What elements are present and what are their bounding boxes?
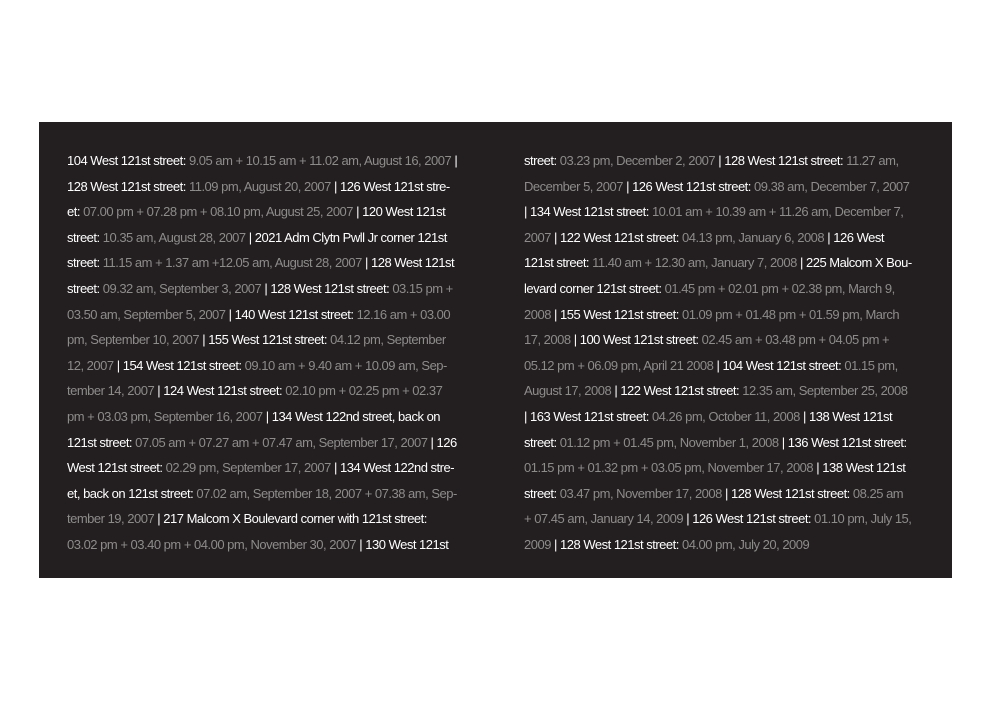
time-segment: pm, September 10, 2007	[67, 332, 200, 348]
text-line	[67, 250, 467, 276]
time-segment: 04.00 pm, July 20, 2009	[681, 536, 810, 552]
address-segment: 154 West 121st street:	[122, 357, 245, 373]
text-line	[524, 455, 924, 481]
address-segment: 138 West 121st	[808, 408, 893, 424]
address-segment: |	[622, 178, 633, 194]
time-segment: 09.32 am, September 3, 2007	[102, 280, 262, 296]
time-segment: 03.02 pm + 03.40 pm + 04.00 pm, November 30, 2007	[67, 536, 357, 552]
address-segment: |	[353, 204, 363, 220]
address-segment: 134 West 121st street:	[530, 204, 652, 220]
address-segment: |	[778, 434, 788, 450]
address-segment: |	[356, 536, 366, 552]
address-segment: 121st street:	[67, 434, 136, 450]
text-line	[67, 455, 467, 481]
text-line	[67, 353, 467, 379]
time-segment: 02.45 am + 03.48 pm + 04.05 pm +	[701, 332, 890, 348]
address-segment: West 121st street:	[67, 460, 166, 476]
time-segment: 09.38 am, December 7, 2007	[754, 178, 910, 194]
time-segment: 04.12 pm, September	[330, 332, 446, 348]
address-segment: |	[154, 383, 164, 399]
text-line	[67, 302, 467, 328]
text-line	[524, 327, 924, 353]
text-line	[524, 276, 924, 302]
address-segment: 128 West 121st	[371, 255, 455, 271]
time-segment: 2007	[524, 229, 551, 245]
time-segment: + 07.45 am, January 14, 2009	[524, 511, 684, 527]
address-segment: |	[799, 408, 809, 424]
address-segment: |	[611, 383, 621, 399]
time-segment: 02.29 pm, September 17, 2007	[165, 460, 331, 476]
address-segment: |	[330, 460, 340, 476]
time-segment: 03.23 pm, December 2, 2007	[559, 153, 716, 168]
address-segment: street:	[524, 485, 560, 501]
text-line	[67, 481, 467, 507]
address-segment: |	[550, 536, 561, 552]
address-segment: 122 West 121st street:	[620, 383, 743, 399]
address-segment: |	[451, 153, 458, 168]
address-segment: |	[330, 178, 340, 194]
address-segment: 126 West 121st stre-	[340, 178, 450, 194]
address-segment: |	[427, 434, 437, 450]
time-segment: 11.09 pm, August 20, 2007	[188, 178, 331, 194]
time-segment: 07.00 pm + 07.28 pm + 08.10 pm, August 25, 2007	[83, 204, 354, 220]
address-segment: 104 West 121st street:	[67, 153, 189, 168]
time-segment: pm + 03.03 pm, September 16, 2007	[67, 408, 263, 424]
time-segment: 10.01 am + 10.39 am + 11.26 am, December 7,	[651, 204, 904, 220]
time-segment: 08.25 am	[852, 485, 904, 501]
address-segment: 121st street:	[524, 255, 593, 271]
time-segment: 07.05 am + 07.27 am + 07.47 am, September 17, 2007	[135, 434, 428, 450]
time-segment: 03.50 am, September 5, 2007	[67, 306, 226, 322]
address-segment: |	[199, 332, 209, 348]
address-segment: 140 West 121st street:	[234, 306, 357, 322]
address-segment: 128 West 121st street:	[67, 178, 189, 194]
time-segment: 10.35 am, August 28, 2007	[102, 229, 246, 245]
address-segment: 128 West 121st street:	[724, 153, 847, 168]
time-segment: 01.09 pm + 01.48 pm + 01.59 pm, March	[681, 306, 900, 322]
address-segment: |	[524, 204, 530, 220]
text-line	[67, 506, 467, 532]
address-segment: 134 West 122nd stre-	[339, 460, 455, 476]
address-segment: |	[570, 332, 580, 348]
text-line	[524, 174, 924, 200]
address-segment: |	[550, 229, 561, 245]
address-segment: street:	[524, 153, 560, 168]
address-segment: 155 West 121st street:	[560, 306, 682, 322]
time-segment: tember 14, 2007	[67, 383, 155, 399]
text-line	[67, 148, 467, 174]
address-segment: 217 Malcom X Boulevard corner with 121st street:	[163, 511, 427, 527]
address-segment: street:	[524, 434, 560, 450]
text-line	[524, 404, 924, 430]
time-segment: 01.15 pm + 01.32 pm + 03.05 pm, November 17, 2008	[524, 460, 814, 476]
address-segment: 155 West 121st street:	[208, 332, 331, 348]
address-segment: street:	[67, 229, 103, 245]
time-segment: 01.15 pm,	[844, 357, 898, 373]
text-line	[524, 506, 924, 532]
time-segment: 04.26 pm, October 11, 2008	[651, 408, 800, 424]
text-line	[67, 430, 467, 456]
text-line	[67, 225, 467, 251]
text-line	[524, 302, 924, 328]
address-segment: 128 West 121st street:	[560, 536, 682, 552]
address-segment: |	[245, 229, 255, 245]
time-segment: 02.10 pm + 02.25 pm + 02.37	[285, 383, 443, 399]
address-segment: |	[524, 408, 530, 424]
address-segment: |	[824, 229, 834, 245]
address-segment: 163 West 121st street:	[530, 408, 652, 424]
address-segment: 100 West 121st street:	[579, 332, 702, 348]
text-line	[524, 353, 924, 379]
address-segment: |	[154, 511, 164, 527]
address-segment: 120 West 121st	[362, 204, 446, 220]
time-segment: 07.02 am, September 18, 2007 + 07.38 am, Sep-	[196, 485, 457, 501]
text-line	[524, 225, 924, 251]
text-line	[524, 532, 924, 558]
time-segment: 9.05 am + 10.15 am + 11.02 am, August 16, 2007	[188, 153, 452, 168]
address-segment: 126 West 121st street:	[692, 511, 815, 527]
time-segment: 09.10 am + 9.40 am + 10.09 am, Sep-	[244, 357, 447, 373]
text-line	[67, 174, 467, 200]
address-segment: 124 West 121st street:	[163, 383, 286, 399]
address-segment: 138 West 121st	[822, 460, 906, 476]
address-segment: |	[683, 511, 693, 527]
text-line	[524, 378, 924, 404]
left-text-column	[67, 148, 467, 558]
address-segment: 104 West 121st street:	[722, 357, 845, 373]
time-segment: 11.15 am + 1.37 am +12.05 am, August 28, 2007	[102, 255, 362, 271]
dark-text-panel	[39, 122, 952, 578]
time-segment: August 17, 2008	[524, 383, 612, 399]
address-segment: 128 West 121st street:	[730, 485, 853, 501]
time-segment: 11.27 am,	[846, 153, 899, 168]
text-line	[67, 532, 467, 558]
address-segment: |	[713, 357, 723, 373]
address-segment: street:	[67, 280, 103, 296]
time-segment: 12.16 am + 03.00	[356, 306, 451, 322]
text-line	[524, 250, 924, 276]
right-text-column	[524, 148, 924, 558]
address-segment: 130 West 121st	[365, 536, 449, 552]
time-segment: tember 19, 2007	[67, 511, 155, 527]
address-segment: |	[550, 306, 561, 322]
address-segment: 134 West 122nd street, back on	[271, 408, 441, 424]
time-segment: December 5, 2007	[524, 178, 623, 194]
address-segment: |	[225, 306, 235, 322]
address-segment: 2021 Adm Clytn Pwll Jr corner 121st	[254, 229, 447, 245]
text-line	[524, 199, 924, 225]
address-segment: |	[796, 255, 806, 271]
address-segment: 126 West	[833, 229, 884, 245]
time-segment: 03.47 pm, November 17, 2008	[559, 485, 722, 501]
time-segment: 05.12 pm + 06.09 pm, April 21 2008	[524, 357, 714, 373]
time-segment: 2008	[524, 306, 551, 322]
address-segment: 136 West 121st street:	[787, 434, 907, 450]
address-segment: et:	[67, 204, 84, 220]
time-segment: 12.35 am, September 25, 2008	[742, 383, 908, 399]
address-segment: 122 West 121st street:	[560, 229, 682, 245]
address-segment: |	[261, 280, 271, 296]
time-segment: 01.45 pm + 02.01 pm + 02.38 pm, March 9,	[664, 280, 895, 296]
address-segment: et, back on 121st street:	[67, 485, 197, 501]
address-segment: |	[262, 408, 272, 424]
address-segment: |	[361, 255, 371, 271]
time-segment: 04.13 pm, January 6, 2008	[681, 229, 825, 245]
time-segment: 17, 2008	[524, 332, 571, 348]
text-line	[524, 430, 924, 456]
address-segment: |	[813, 460, 823, 476]
time-segment: 2009	[524, 536, 551, 552]
text-line	[67, 404, 467, 430]
address-segment: levard corner 121st street:	[524, 280, 665, 296]
text-line	[67, 378, 467, 404]
text-line	[67, 276, 467, 302]
text-line	[67, 199, 467, 225]
address-segment: 225 Malcom X Bou-	[805, 255, 912, 271]
text-line	[524, 481, 924, 507]
time-segment: 11.40 am + 12.30 am, January 7, 2008	[592, 255, 797, 271]
time-segment: 12, 2007	[67, 357, 114, 373]
address-segment: |	[715, 153, 725, 168]
address-segment: street:	[67, 255, 103, 271]
address-segment: |	[113, 357, 123, 373]
time-segment: 03.15 pm +	[392, 280, 453, 296]
address-segment: |	[721, 485, 731, 501]
time-segment: 01.10 pm, July 15,	[814, 511, 912, 527]
address-segment: 126	[436, 434, 457, 450]
time-segment: 01.12 pm + 01.45 pm, November 1, 2008	[559, 434, 779, 450]
address-segment: 128 West 121st street:	[270, 280, 393, 296]
text-line	[524, 148, 924, 174]
text-line	[67, 327, 467, 353]
address-segment: 126 West 121st street:	[632, 178, 755, 194]
